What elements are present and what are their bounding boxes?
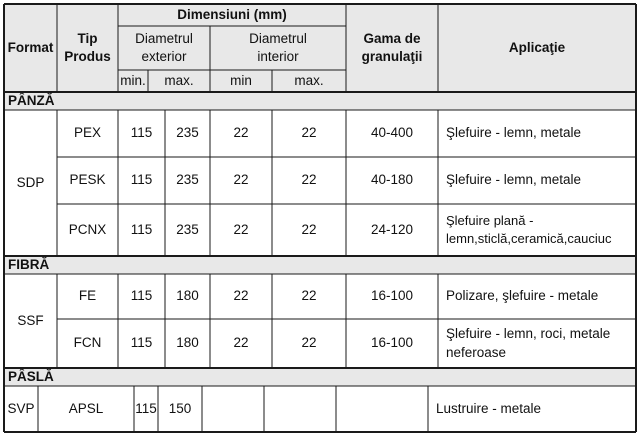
aplicatie: Şlefuire - lemn, metale: [438, 157, 636, 204]
int-max: 22: [272, 319, 346, 368]
ext-min: 115: [118, 274, 165, 319]
gama: 24-120: [346, 204, 438, 256]
int-max: 22: [272, 157, 346, 204]
ext-max: 150: [158, 386, 202, 432]
section-title-fibra: FIBRĂ: [4, 256, 636, 274]
tip-pesk: PESK: [57, 157, 118, 204]
header-max-ext: max.: [148, 70, 210, 92]
ext-min: 115: [118, 157, 165, 204]
header-diametrul-interior: Diametrul interior: [210, 26, 346, 70]
header-diametrul-exterior: Diametrul exterior: [118, 26, 210, 70]
aplicatie: Lustruire - metale: [428, 386, 636, 432]
aplicatie: Polizare, şlefuire - metale: [438, 274, 636, 319]
ext-max: 235: [165, 110, 210, 157]
int-min: 22: [210, 319, 272, 368]
section-title-pasla: PÂSLĂ: [4, 368, 636, 386]
tip-pex: PEX: [57, 110, 118, 157]
tip-fe: FE: [57, 274, 118, 319]
format-svp: SVP: [4, 386, 38, 432]
tip-fcn: FCN: [57, 319, 118, 368]
aplicatie: Şlefuire plană - lemn,sticlă,ceramică,cauciuc: [438, 204, 636, 256]
header-max-int: max.: [272, 70, 346, 92]
format-ssf: SSF: [4, 274, 57, 368]
header-gama: Gama de granulaţii: [346, 4, 438, 92]
int-max: 22: [272, 204, 346, 256]
tip-apsl: APSL: [38, 386, 134, 432]
header-aplicatie: Aplicaţie: [438, 4, 636, 92]
gama: [336, 386, 428, 432]
gama: 40-400: [346, 110, 438, 157]
ext-max: 180: [165, 274, 210, 319]
ext-max: 180: [165, 319, 210, 368]
tip-pcnx: PCNX: [57, 204, 118, 256]
int-max: 22: [272, 110, 346, 157]
int-min: 22: [210, 274, 272, 319]
int-min: [202, 386, 264, 432]
ext-min: 115: [118, 204, 165, 256]
ext-min: 115: [118, 319, 165, 368]
aplicatie: Şlefuire - lemn, metale: [438, 110, 636, 157]
ext-min: 115: [118, 110, 165, 157]
gama: 16-100: [346, 274, 438, 319]
header-min-int: min: [210, 70, 272, 92]
gama: 40-180: [346, 157, 438, 204]
ext-min: 115: [134, 386, 158, 432]
aplicatie: Şlefuire - lemn, roci, metale neferoase: [438, 319, 636, 368]
header-min-ext: min.: [118, 70, 148, 92]
header-format: Format: [4, 4, 57, 92]
int-min: 22: [210, 157, 272, 204]
int-min: 22: [210, 204, 272, 256]
header-dimensiuni: Dimensiuni (mm): [118, 4, 346, 26]
header-tip-produs: Tip Produs: [57, 4, 118, 92]
section-title-panza: PÂNZĂ: [4, 92, 636, 110]
ext-max: 235: [165, 157, 210, 204]
format-sdp: SDP: [4, 110, 57, 256]
int-max: 22: [272, 274, 346, 319]
int-max: [264, 386, 336, 432]
gama: 16-100: [346, 319, 438, 368]
ext-max: 235: [165, 204, 210, 256]
int-min: 22: [210, 110, 272, 157]
